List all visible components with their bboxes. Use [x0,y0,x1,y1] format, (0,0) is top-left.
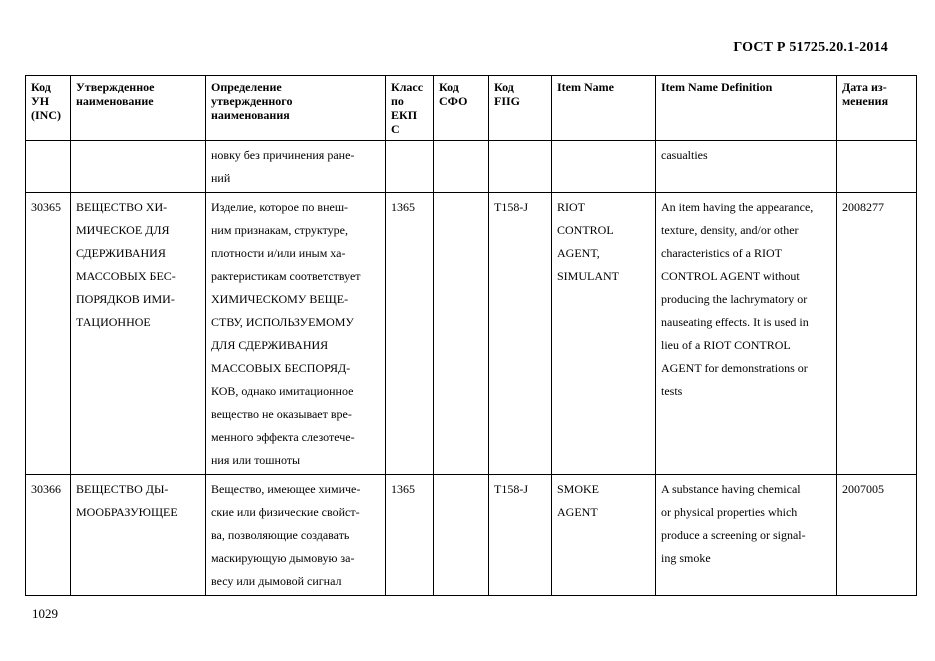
col-header-sfo: Код СФО [434,76,489,141]
col-header-fiig: Код FIIG [489,76,552,141]
approved-name-cell: ВЕЩЕСТВО ХИ- МИЧЕСКОЕ ДЛЯ СДЕРЖИВАНИЯ МАССОВЫХ БЕС- ПОРЯДКОВ ИМИ- ТАЦИОННОЕ [71,193,206,475]
table-row [26,193,917,475]
col-header-class: Класс по ЕКП С [386,76,434,141]
continuation-row [26,141,917,193]
definition-en-cell: A substance having chemical or physical properties which produce a screening or signal- ing smoke [656,475,837,596]
approved-name-cell: ВЕЩЕСТВО ДЫ- МООБРАЗУЮЩЕЕ [71,475,206,596]
header-row [26,76,917,141]
table-row [26,475,917,596]
col-header-inc: Код УН (INC) [26,76,71,141]
col-header-change-date: Дата из- менения [837,76,917,141]
inc-cell: 30366 [26,475,71,596]
col-header-item-name: Item Name [552,76,656,141]
continuation-definition-ru: новку без причинения ране- ний [206,141,386,193]
fiig-cell: T158-J [489,193,552,475]
class-cell: 1365 [386,193,434,475]
page-number: 1029 [32,606,58,621]
definition-ru-cell: Изделие, которое по внеш- ним признакам, структуре, плотности и/или иным ха- рактеристикам соответствует ХИМИЧЕСКОМУ ВЕЩЕ- СТВУ, ИСПОЛЬЗУЕМОМУ ДЛЯ СДЕРЖИВАНИЯ МАССОВЫХ БЕСПОРЯД- КОВ, однако имитационное вещество не оказывает вре- менного эффекта слезотече- ния или тошноты [206,193,386,475]
fiig-cell: T158-J [489,475,552,596]
definition-ru-cell: Вещество, имеющее химиче- ские или физические свойст- ва, позволяющие создавать маскирующую дымовую за- весу или дымовой сигнал [206,475,386,596]
sfo-cell [434,193,489,475]
col-header-approved-name: Утвержденное наименование [71,76,206,141]
col-header-item-name-definition: Item Name Definition [656,76,837,141]
continuation-definition-en: casualties [656,141,837,193]
inc-cell: 30365 [26,193,71,475]
item-name-cell: SMOKE AGENT [552,475,656,596]
class-cell: 1365 [386,475,434,596]
change-date-cell: 2008277 [837,193,917,475]
sfo-cell [434,475,489,596]
catalog-table [25,75,917,596]
definition-en-cell: An item having the appearance, texture, density, and/or other characteristics of a RIOT CONTROL AGENT without producing the lachrymatory or nauseating effects. It is used in lieu of a RIOT CONTROL AGENT for demonstrations or tests [656,193,837,475]
change-date-cell: 2007005 [837,475,917,596]
item-name-cell: RIOT CONTROL AGENT, SIMULANT [552,193,656,475]
col-header-definition: Определение утвержденного наименования [206,76,386,141]
document-code: ГОСТ Р 51725.20.1-2014 [733,40,888,55]
